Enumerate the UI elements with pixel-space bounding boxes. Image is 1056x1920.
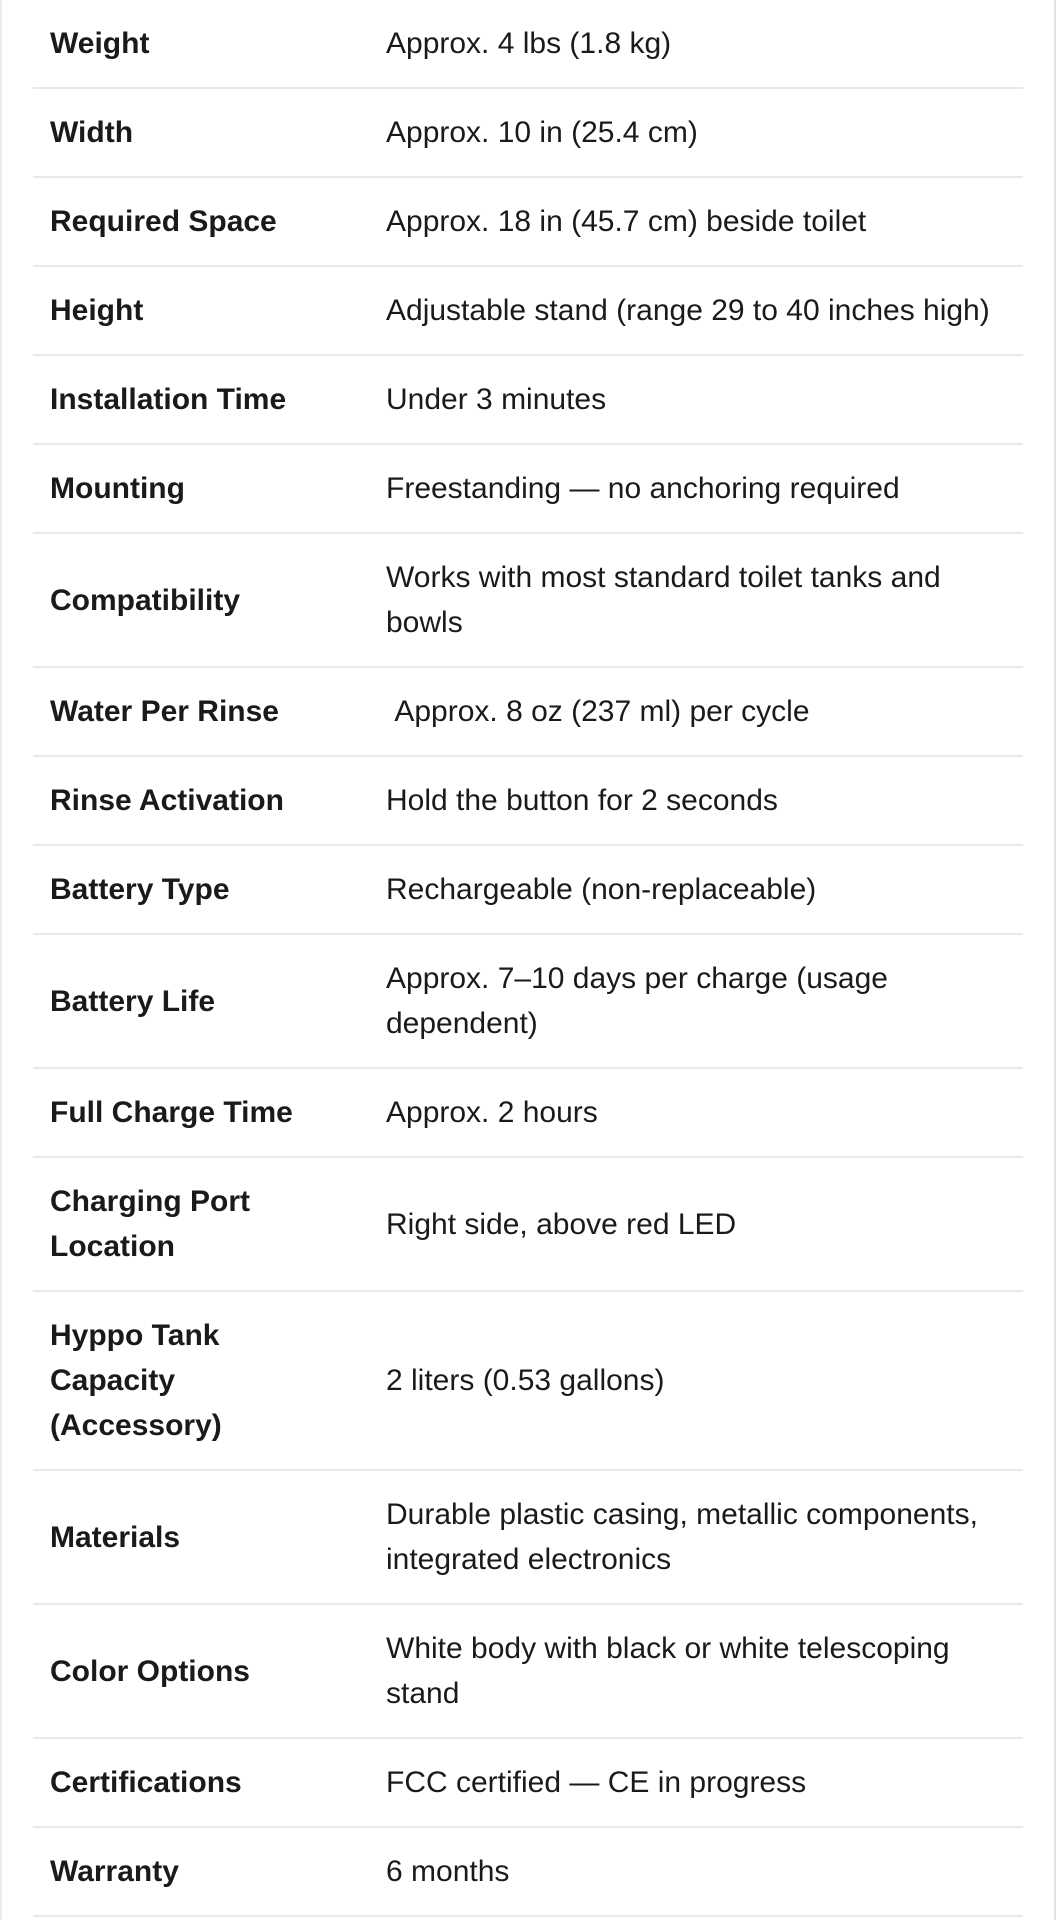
table-row [33, 934, 1023, 1068]
spec-value: Freestanding — no anchoring required [386, 444, 1023, 533]
table-row [33, 177, 1023, 266]
spec-value: Approx. 7–10 days per charge (usage dependent) [386, 934, 1023, 1068]
spec-value: White body with black or white telescoping stand [386, 1604, 1023, 1738]
spec-label: Required Space [33, 177, 386, 266]
spec-value: FCC certified — CE in progress [386, 1738, 1023, 1827]
spec-value: Rechargeable (non-replaceable) [386, 845, 1023, 934]
spec-value: Approx. 4 lbs (1.8 kg) [386, 0, 1023, 88]
spec-label: Compatibility [33, 533, 386, 667]
spec-value: Approx. 10 in (25.4 cm) [386, 88, 1023, 177]
spec-value: Approx. 8 oz (237 ml) per cycle [386, 667, 1023, 756]
spec-value: Adjustable stand (range 29 to 40 inches high) [386, 266, 1023, 355]
table-row [33, 533, 1023, 667]
spec-table-body [33, 0, 1023, 1916]
table-row [33, 1604, 1023, 1738]
spec-value: 2 liters (0.53 gallons) [386, 1291, 1023, 1470]
spec-label: Hyppo Tank Capacity (Accessory) [33, 1291, 386, 1470]
table-row [33, 845, 1023, 934]
table-row [33, 1738, 1023, 1827]
table-row [33, 1068, 1023, 1157]
table-row [33, 667, 1023, 756]
spec-label: Height [33, 266, 386, 355]
spec-label: Mounting [33, 444, 386, 533]
spec-label: Width [33, 88, 386, 177]
spec-label: Weight [33, 0, 386, 88]
spec-value: Right side, above red LED [386, 1157, 1023, 1291]
spec-label: Charging Port Location [33, 1157, 386, 1291]
table-row [33, 88, 1023, 177]
table-row [33, 0, 1023, 88]
spec-table [33, 0, 1023, 1917]
spec-label: Color Options [33, 1604, 386, 1738]
spec-label: Battery Type [33, 845, 386, 934]
table-row [33, 266, 1023, 355]
spec-value: Durable plastic casing, metallic components, integrated electronics [386, 1470, 1023, 1604]
spec-value: Works with most standard toilet tanks and bowls [386, 533, 1023, 667]
spec-label: Full Charge Time [33, 1068, 386, 1157]
spec-label: Certifications [33, 1738, 386, 1827]
spec-label: Battery Life [33, 934, 386, 1068]
table-row [33, 1827, 1023, 1916]
spec-label: Materials [33, 1470, 386, 1604]
spec-label: Installation Time [33, 355, 386, 444]
spec-label: Rinse Activation [33, 756, 386, 845]
table-row [33, 756, 1023, 845]
table-row [33, 355, 1023, 444]
table-row [33, 1291, 1023, 1470]
spec-label: Warranty [33, 1827, 386, 1916]
table-row [33, 1470, 1023, 1604]
spec-value: Approx. 18 in (45.7 cm) beside toilet [386, 177, 1023, 266]
spec-label: Water Per Rinse [33, 667, 386, 756]
spec-value: Under 3 minutes [386, 355, 1023, 444]
table-row [33, 1157, 1023, 1291]
spec-value: Hold the button for 2 seconds [386, 756, 1023, 845]
spec-value: 6 months [386, 1827, 1023, 1916]
spec-value: Approx. 2 hours [386, 1068, 1023, 1157]
table-row [33, 444, 1023, 533]
